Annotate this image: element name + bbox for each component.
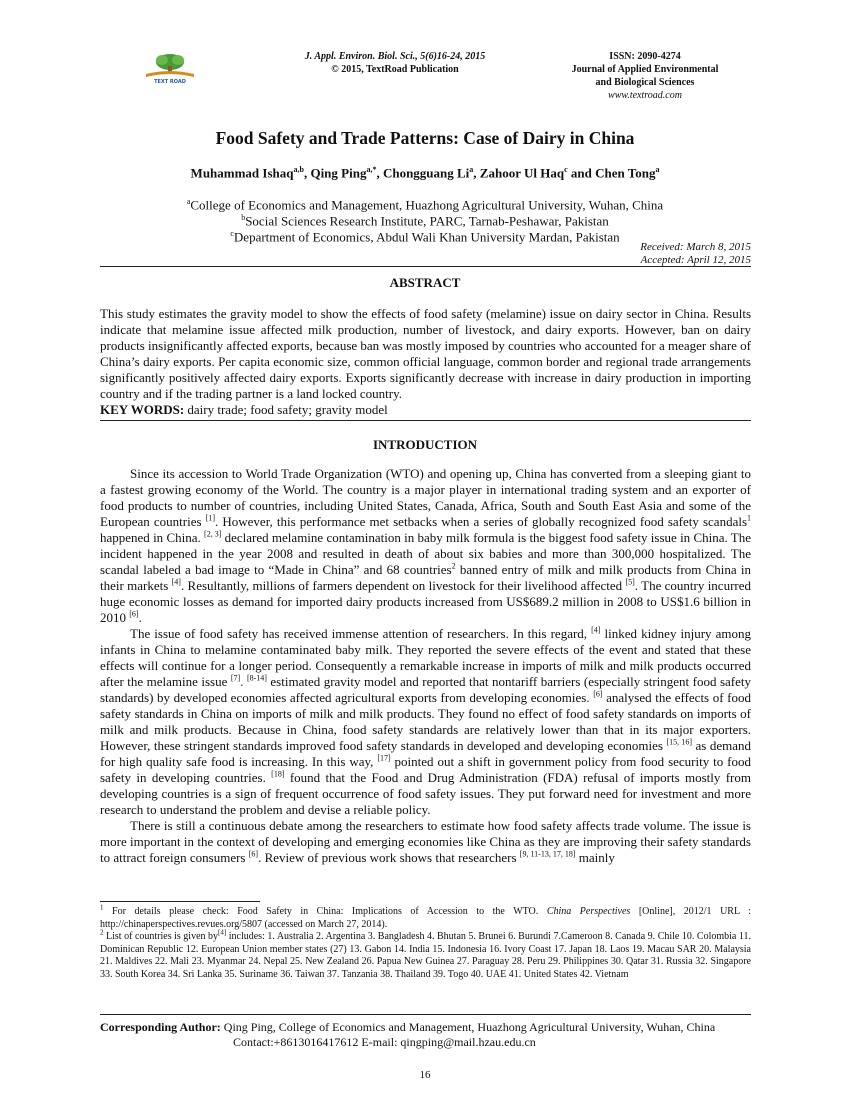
citation-sup: [4] [591,625,601,635]
journal-citation [230,50,560,76]
issn: ISSN: 2090-4274 [609,51,681,62]
journal-reference: J. Appl. Environ. Biol. Sci., 5(6)16-24, 2015 [304,51,486,62]
citation-sup: [5] [625,577,635,587]
author-affiliation-sup: a,* [366,165,377,174]
citation-sup: [9, 11-13, 17, 18] [519,849,576,859]
affiliation-c: $^c$Department of Economics, Abdul Wali Khan University Mardan, Pakistan [230,229,620,245]
publisher-logo [138,52,202,84]
author-name: Muhammad Ishaq [190,165,294,181]
citation-sup: [1] [205,513,216,523]
citation-sup: [6] [129,609,139,619]
divider [100,266,751,267]
journal-website-link[interactable]: www.textroad.com [608,90,682,101]
corresponding-author-text: Qing Ping, College of Economics and Management, Huazhong Agricultural University, Wuhan, China [220,1020,716,1034]
abstract-text: This study estimates the gravity model to show the effects of food safety (melamine) issue on dairy sector in China. Results indicate that melamine issue affected milk production, number of livestock, and dairy exports. However, ban on dairy products insignificantly affected exports, because ban was mostly imposed by countries who accounted for a meager share of China’s dairy exports. Per capita economic size, common official language, common border and regional trade arrangements significantly positively affected dairy exports. Exports significantly decrease with increase in dairy production in importing country and if the trading partner is a land locked country. [100,306,751,401]
author-name: Chongguang Li [382,165,470,181]
affiliation-a: $^a$College of Economics and Management, Huazhong Agricultural University, Wuhan, China [186,197,664,213]
corresponding-author-label: Corresponding Author: [100,1020,221,1034]
citation-sup: [4] [218,928,227,937]
paragraph: There is still a continuous debate among the researchers to estimate how food safety affects trade volume. The issue is more important in the context of developing and emerging economies like China as they are improving their safety standards to attract foreign consumers [6]. Review of previous work shows that researchers [9, 11-13, 17, 18] mainly [100,818,751,865]
author-affiliation-sup: a [469,165,474,174]
author-list: Muhammad Ishaq$^{a,b}$, Qing Ping$^{a,*}$, Chongguang Li$^a$, Zahoor Ul Haq$^c$ and Chen Tong$^a$ [190,165,660,181]
footnote-rule [100,901,260,902]
corresponding-author [100,1020,751,1050]
copyright-line: © 2015, TextRoad Publication [331,64,459,75]
citation-sup: [2, 3] [204,529,222,539]
divider [100,420,751,421]
citation-sup: [6] [593,689,603,699]
paper-title: Food Safety and Trade Patterns: Case of Dairy in China [215,128,635,148]
citation-sup: [4] [171,577,181,587]
author-name: Qing Ping [310,165,367,181]
footnote-1: $^1$ For details please check: Food Safety in China: Implications of Accession to the WTO. China Perspectives [Online], 2012/1 URL : http://chinaperspectives.revues.org/5807 (accessed on March 27, 2014). [100,903,751,930]
accepted-date: Accepted: April 12, 2015 [640,254,751,266]
citation-sup: 2 [100,928,104,937]
paragraph: The issue of food safety has received immense attention of researchers. In this regard, [4] linked kidney injury among infants in China to melamine contaminated baby milk. They reported the severe effects of the event and stated that these effects will continue for a longer period. Consequently a remarkable increase in imports of milk and milk products occurred after the melamine issue [7]. [8-14] estimated gravity model and reported that nontariff barriers (especially stringent food safety standards) by developed economies affected agricultural exports from developing economies. [6] analysed the effects of food safety standards in China on imports of milk and milk products. They found no effect of food safety standards on imports of milk and milk products. Because in China, food safety standards are relatively lower than that in its major exporters. However, these stringent standards improved food safety standards in developed and developing economies [15, 16] as demand for high quality safe food is increasing. In this way, [17] pointed out a shift in government policy from food security to food safety in developing countries. [18] found that the Food and Drug Administration (FDA) refusal of imports mostly from developing countries is a sign of frequent occurrence of food safety issues. They put forward need for investment and more research to understand the problem and devise a reliable policy. [100,625,752,817]
author-name: Chen Tong [595,165,656,181]
author-affiliation-sup: a,b [293,165,304,174]
svg-text:TEXT ROAD: TEXT ROAD [154,79,186,84]
author-affiliation-sup: c [564,165,568,174]
citation-sup: 1 [100,903,104,912]
citation-sup: 2 [451,561,456,571]
page-number: 16 [419,1069,431,1081]
tree-logo-icon [138,52,202,84]
divider [100,1014,751,1015]
introduction-body [100,466,751,866]
author-name: Zahoor Ul Haq [479,165,565,181]
keywords: KEY WORDS: dairy trade; food safety; gravity model [100,402,388,417]
journal-name-line-1: Journal of Applied Environmental [571,64,719,75]
corresponding-author-contact: Contact:+8613016417612 E-mail: qingping@mail.hzau.edu.cn [233,1035,536,1049]
citation-sup: [18] [271,769,285,779]
abstract-heading: ABSTRACT [389,275,461,290]
italic-text: China Perspectives [546,906,631,917]
author-affiliation-sup: a [655,165,660,174]
paragraph: Since its accession to World Trade Organization (WTO) and opening up, China has converted from a sleeping giant to a fastest growing economy of the World. The country is a major player in international trading system and an exporter of food products to number of countries, including United States, Canada, Africa, South and South East Asia and some of the European countries [1]. However, this performance met setbacks when a series of globally recognized food safety scandals$^1$ happened in China. [2, 3] declared melamine contamination in baby milk formula is the biggest food safety issue in China. The incident happened in the year 2008 and resulted in death of about six babies and more than 300,000 hospitalized. The scandal labeled a bad image to “Made in China” and 68 countries$^2$ banned entry of milk and milk products from China in their markets [4]. Resultantly, millions of farmers dependent on livestock for their livelihood affected [5]. The country incurred huge economic losses as demand for imported dairy products increased from US$689.2 million in 2008 to US$1.6 billion in 2010 [6]. [100,466,752,625]
abstract-body [100,306,751,418]
citation-sup: 1 [747,513,752,523]
footnote-2: $^2$ List of countries is given by[4] includes: 1. Australia 2. Argentina 3. Bangladesh 4. Bhutan 5. Brunei 6. Burundi 7.Cameroon 8. Canada 9. Chile 10. Colombia 11. Dominican Republic 12. European Union member states (27) 13. Gabon 14. India 15. Indonesia 16. Ivory Coast 17. Japan 18. Laos 19. Macau SAR 20. Malaysia 21. Maldives 22. Mali 23. Myanmar 24. Nepal 25. New Zealand 26. Papua New Guinea 27. Paraguay 28. Peru 29. Philippines 30. Qatar 31. Russia 32. Singapore 33. South Korea 34. Sri Lanka 35. Suriname 36. Taiwan 37. Tanzania 38. Thailand 39. Togo 40. UAE 41. United States 42. Vietnam [100,928,751,980]
journal-info [540,50,750,102]
citation-sup: [8-14] [246,673,267,683]
citation-sup: [15, 16] [666,737,693,747]
affiliation-b: $^b$Social Sciences Research Institute, PARC, Tarnab-Peshawar, Pakistan [241,213,609,229]
citation-sup: [6] [248,849,259,859]
citation-sup: [7] [230,673,241,683]
citation-sup: [17] [377,753,391,763]
footnotes [100,903,751,981]
introduction-heading: INTRODUCTION [372,437,477,452]
journal-name-line-2: and Biological Sciences [595,77,695,88]
received-date: Received: March 8, 2015 [640,241,751,253]
